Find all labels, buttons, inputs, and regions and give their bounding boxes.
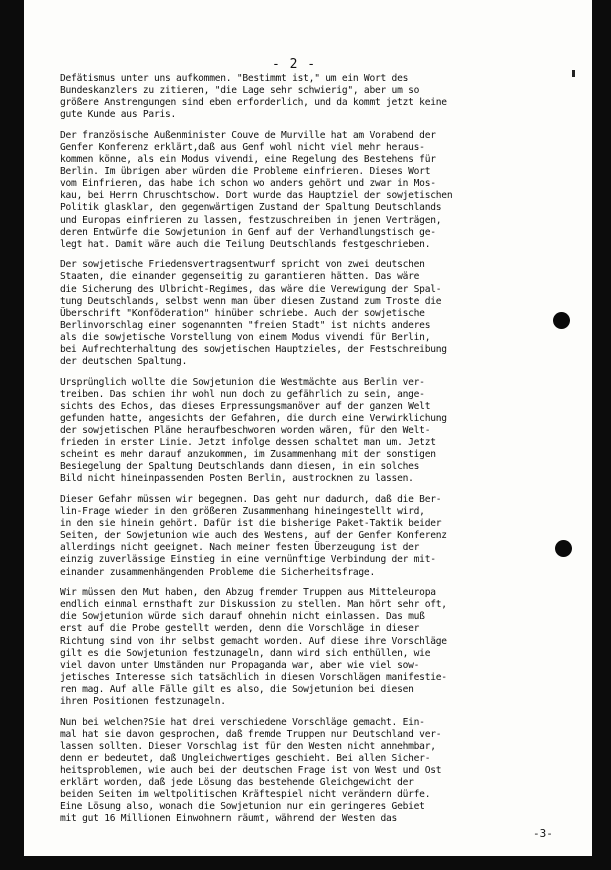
text-line: Überschrift "Konföderation" hinüber schriebe. Auch der sowjetische [60, 307, 425, 319]
text-line: Politik glasklar, den gegenwärtigen Zustand der Spaltung Deutschlands [60, 202, 442, 214]
punch-hole-mark [553, 312, 570, 329]
text-line: größere Anstrengungen sind eben erforderlich, und da kommt jetzt keine [60, 97, 447, 109]
text-line: Eine Lösung also, wonach die Sowjetunion nur ein geringeres Gebiet [60, 801, 425, 813]
text-line: Bild nicht hineinpassenden Posten Berlin, austrocknen zu lassen. [60, 473, 414, 485]
text-line: endlich einmal ernsthaft zur Diskussion zu stellen. Man hört sehr oft, [60, 599, 447, 611]
next-page-number: -3- [533, 827, 553, 840]
text-line: der sowjetischen Pläne heraufbeschworen worden wären, für den Welt- [60, 425, 431, 437]
text-line: als die sowjetische Vorstellung von einem Modus vivendi für Berlin, [60, 331, 431, 343]
text-line: legt hat. Damit wäre auch die Teilung Deutschlands festgeschrieben. [60, 238, 431, 250]
text-line: Dieser Gefahr müssen wir begegnen. Das geht nur dadurch, daß die Ber- [60, 494, 442, 505]
paragraph [60, 587, 560, 708]
text-line: kau, bei Herrn Chruschtschow. Dort wurde das Hauptziel der sowjetischen [60, 190, 453, 202]
text-line: Ursprünglich wollte die Sowjetunion die Westmächte aus Berlin ver- [60, 376, 425, 388]
text-line: gilt es die Sowjetunion festzunageln, dann wird sich enthüllen, wie [60, 647, 431, 659]
text-line: Der französische Außenminister Couve de Murville hat am Vorabend der [60, 129, 436, 141]
paragraph [60, 259, 560, 368]
paragraph [60, 377, 560, 486]
paragraph [60, 130, 560, 251]
text-line: Bundeskanzlers zu zitieren, "die Lage sehr schwierig", aber um so [60, 85, 420, 97]
text-line: der deutschen Spaltung. [60, 356, 188, 368]
text-line: Staaten, die einander gegenseitig zu garantieren hätten. Das wäre [60, 271, 420, 283]
text-line: tung Deutschlands, selbst wenn man über diesen Zustand zum Troste die [60, 295, 442, 307]
text-line: kommen könne, als ein Modus vivendi, eine Regelung des Bestehens für [60, 154, 436, 166]
text-line: Wir müssen den Mut haben, den Abzug fremder Truppen aus Mitteleuropa [60, 587, 436, 599]
text-line: scheint es mehr darauf anzukommen, im Zusammenhang mit der sonstigen [60, 449, 436, 461]
text-line: erst auf die Probe gestellt werden, denn die Vorschläge in dieser [60, 623, 420, 635]
text-line: Berlin. Im übrigen aber würden die Probleme einfrieren. Dieses Wort [60, 166, 431, 178]
text-line: bei Aufrechterhaltung des sowjetischen Hauptzieles, der Festschreibung [60, 343, 447, 355]
text-line: Richtung sind von ihr selbst gemacht worden. Auf diese ihre Vorschläge [60, 635, 447, 647]
text-line: allerdings nicht geeignet. Nach meiner festen Überzeugung ist der [60, 542, 420, 554]
text-line: die Sowjetunion würde sich darauf ohnehin nicht einlassen. Das muß [60, 611, 425, 623]
paragraph [60, 717, 560, 826]
text-line: Berlinvorschlag einer sogenannten "freien Stadt" ist nichts anderes [60, 319, 431, 331]
text-line: vom Einfrieren, das habe ich schon wo anders gehört und zwar in Mos- [60, 178, 436, 190]
scan-border-left [0, 0, 24, 870]
scan-border-bottom [0, 856, 611, 870]
text-line: Seiten, der Sowjetunion wie auch des Westens, auf der Genfer Konferenz [60, 530, 447, 542]
text-line: Nun bei welchen?Sie hat drei verschiedene Vorschläge gemacht. Ein- [60, 716, 425, 728]
text-line: heitsproblemen, wie auch bei der deutschen Frage ist von West und Ost [60, 764, 442, 776]
text-line: treiben. Das schien ihr wohl nun doch zu gefährlich zu sein, ange- [60, 388, 425, 400]
text-line: mit gut 16 Millionen Einwohnern räumt, während der Westen das [60, 813, 398, 825]
scan-border-right [592, 0, 611, 870]
text-line: lassen sollten. Dieser Vorschlag ist für den Westen nicht annehmbar, [60, 740, 436, 752]
text-line: gute Kunde aus Paris. [60, 109, 177, 121]
ink-speck [572, 70, 575, 77]
text-line: sichts des Echos, das dieses Erpressungsmanöver auf der ganzen Welt [60, 400, 431, 412]
text-line: mal hat sie davon gesprochen, daß fremde Truppen nur Deutschland ver- [60, 728, 442, 740]
text-line: ihren Positionen festzunageln. [60, 696, 226, 707]
text-line: viel davon unter Umständen nur Propaganda war, aber wie viel sow- [60, 659, 420, 671]
text-line: Genfer Konferenz erklärt,daß aus Genf wohl nicht viel mehr heraus- [60, 141, 425, 153]
punch-hole-mark [555, 540, 572, 557]
text-line: Defätismus unter uns aufkommen. "Bestimmt ist," um ein Wort des [60, 73, 409, 84]
text-line: einander zusammenhängenden Probleme die Sicherheitsfrage. [60, 566, 375, 578]
paragraph [60, 73, 560, 121]
text-line: erklärt worden, daß jede Lösung das bestehende Gleichgewicht der [60, 777, 414, 789]
text-line: lin-Frage wieder in den größeren Zusammenhang hineingestellt wird, [60, 506, 425, 518]
text-line: einzig zuverlässige Einstieg in eine vernünftige Verbindung der mit- [60, 554, 436, 566]
text-line: die Sicherung des Ulbricht-Regimes, das wäre die Verewigung der Spal- [60, 283, 442, 295]
text-line: ren mag. Auf alle Fälle gilt es also, die Sowjetunion bei diesen [60, 683, 414, 695]
text-line: jetisches Interesse sich tatsächlich in diesen Vorschlägen manifestie- [60, 671, 447, 683]
text-line: frieden in erster Linie. Jetzt infolge dessen schaltet man um. Jetzt [60, 437, 436, 449]
paragraph [60, 494, 560, 579]
text-line: und Europas einfrieren zu lassen, festzuschreiben in jenen Verträgen, [60, 214, 442, 226]
text-line: Besiegelung der Spaltung Deutschlands dann diesen, in ein solches [60, 461, 420, 473]
text-line: Der sowjetische Friedensvertragsentwurf spricht von zwei deutschen [60, 259, 425, 271]
page-number-top: - 2 - [272, 57, 317, 72]
text-line: beiden Seiten im weltpolitischen Kräftespiel nicht verändern dürfe. [60, 789, 431, 801]
text-line: denn er bedeutet, daß Ungleichwertiges geschieht. Bei allen Sicher- [60, 752, 431, 764]
text-line: gefunden hatte, angesichts der Gefahren, die durch eine Verwirklichung [60, 412, 447, 424]
document-body [60, 73, 560, 834]
text-line: deren Entwürfe die Sowjetunion in Genf auf der Verhandlungstisch ge- [60, 226, 436, 238]
text-line: in den sie hinein gehört. Dafür ist die bisherige Paket-Taktik beider [60, 518, 442, 530]
